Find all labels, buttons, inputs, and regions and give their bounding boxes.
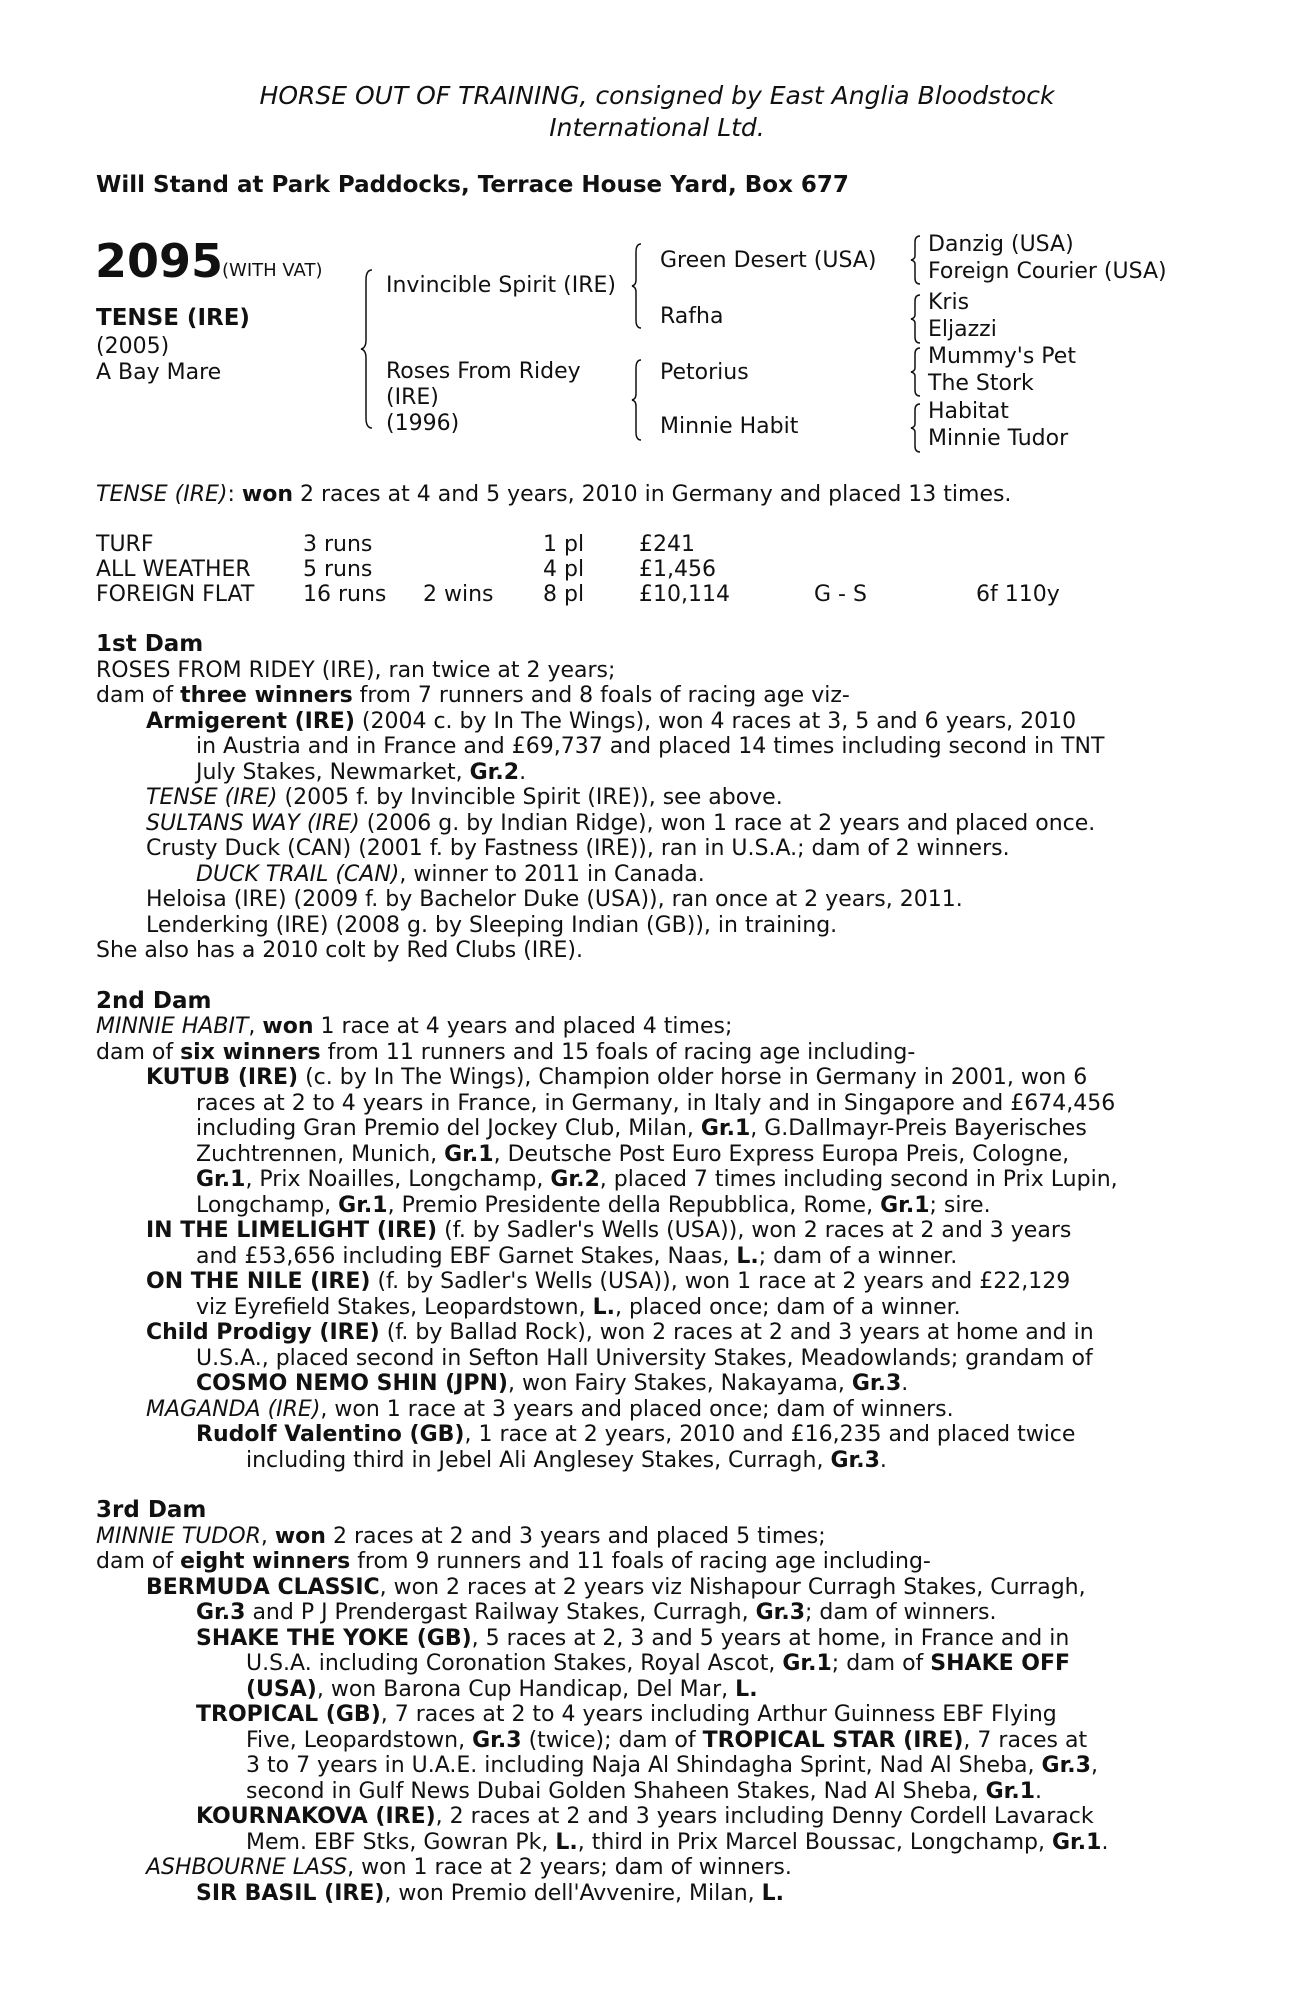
- second-dam-line: races at 2 to 4 years in France, in Germany, in Italy and in Singapore and £674,456: [196, 1090, 1116, 1116]
- record-surface-2: FOREIGN FLAT: [96, 582, 255, 607]
- pedigree-dds: Habitat: [928, 399, 1009, 424]
- stand-location: Will Stand at Park Paddocks, Terrace House Yard, Box 677: [96, 172, 849, 198]
- header-line-2: International Ltd.: [549, 113, 765, 142]
- third-dam-line: ASHBOURNE LASS, won 1 race at 2 years; dam of winners.: [146, 1855, 792, 1880]
- third-dam-line: SHAKE THE YOKE (GB), 5 races at 2, 3 and 5 years at home, in France and in: [196, 1625, 1070, 1651]
- first-dam-line: in Austria and in France and £69,737 and placed 14 times including second in TNT: [196, 734, 1105, 759]
- catalogue-header: [0, 80, 1314, 144]
- pedigree-brace-dd: [910, 402, 922, 454]
- first-dam-line: She also has a 2010 colt by Red Clubs (IRE).: [96, 938, 584, 963]
- pedigree-sire: Invincible Spirit (IRE): [386, 273, 616, 298]
- record-prize-2: £10,114: [639, 582, 730, 607]
- record-runs-1: 5 runs: [303, 557, 373, 582]
- first-dam-line: Crusty Duck (CAN) (2001 f. by Fastness (IRE)), ran in U.S.A.; dam of 2 winners.: [146, 836, 1010, 861]
- pedigree-dam-year: (1996): [386, 411, 460, 436]
- second-dam-line: Child Prodigy (IRE) (f. by Ballad Rock), won 2 races at 2 and 3 years at home and in: [146, 1320, 1094, 1345]
- first-dam-line: Armigerent (IRE) (2004 c. by In The Wings), won 4 races at 3, 5 and 6 years, 2010: [146, 708, 1077, 734]
- racing-summary: TENSE (IRE): won 2 races at 4 and 5 years, 2010 in Germany and placed 13 times.: [96, 482, 1012, 507]
- pedigree-sire-sire: Green Desert (USA): [660, 248, 877, 273]
- second-dam-line: MINNIE HABIT, won 1 race at 4 years and placed 4 times;: [96, 1014, 733, 1039]
- pedigree-dam-suffix: (IRE): [386, 385, 439, 410]
- second-dam-line: and £53,656 including EBF Garnet Stakes, Naas, L.; dam of a winner.: [196, 1243, 958, 1269]
- third-dam-line: Gr.3 and P J Prendergast Railway Stakes, Curragh, Gr.3; dam of winners.: [196, 1600, 997, 1625]
- second-dam-line: Longchamp, Gr.1, Premio Presidente della Repubblica, Rome, Gr.1; sire.: [196, 1192, 991, 1218]
- pedigree-dss: Mummy's Pet: [928, 344, 1076, 369]
- record-distance-2: 6f 110y: [976, 582, 1060, 607]
- second-dam-line: including Gran Premio del Jockey Club, Milan, Gr.1, G.Dallmayr-Preis Bayerisches: [196, 1116, 1087, 1141]
- third-dam-line: Five, Leopardstown, Gr.3 (twice); dam of TROPICAL STAR (IRE), 7 races at: [246, 1727, 1088, 1753]
- pedigree-dam-sire: Petorius: [660, 360, 749, 385]
- pedigree-dam: [386, 359, 581, 437]
- pedigree-sds: Kris: [928, 290, 970, 315]
- third-dam-line: SIR BASIL (IRE), won Premio dell'Avvenire, Milan, L.: [196, 1880, 785, 1906]
- summary-horse-name: TENSE (IRE): [96, 482, 228, 507]
- third-dam-line: dam of eight winners from 9 runners and 11 foals of racing age including-: [96, 1549, 931, 1574]
- second-dam-line: viz Eyrefield Stakes, Leopardstown, L., placed once; dam of a winner.: [196, 1294, 961, 1320]
- family-details: [96, 632, 1206, 1906]
- second-dam-line: KUTUB (IRE) (c. by In The Wings), Champion older horse in Germany in 2001, won 6: [146, 1065, 1088, 1090]
- pedigree-dsd: The Stork: [928, 371, 1034, 396]
- summary-text: 2 races at 4 and 5 years, 2010 in Germany and placed 13 times.: [300, 482, 1012, 507]
- pedigree-ssd: Foreign Courier (USA): [928, 259, 1167, 284]
- third-dam-line: 3 to 7 years in U.A.E. including Naja Al Shindagha Sprint, Nad Al Sheba, Gr.3,: [246, 1753, 1098, 1778]
- pedigree-dam-dam: Minnie Habit: [660, 414, 799, 439]
- third-dam-line: MINNIE TUDOR, won 2 races at 2 and 3 years and placed 5 times;: [96, 1523, 826, 1549]
- first-dam-heading: 1st Dam: [96, 631, 204, 657]
- second-dam-line: U.S.A., placed second in Sefton Hall University Stakes, Meadowlands; grandam of: [196, 1345, 1093, 1371]
- first-dam-line: ROSES FROM RIDEY (IRE), ran twice at 2 years;: [96, 657, 616, 683]
- record-placed-1: 4 pl: [543, 557, 585, 582]
- first-dam-line: dam of three winners from 7 runners and 8 foals of racing age viz-: [96, 683, 850, 708]
- record-runs-2: 16 runs: [303, 582, 387, 607]
- summary-won: won: [241, 482, 294, 507]
- second-dam-line: COSMO NEMO SHIN (JPN), won Fairy Stakes, Nakayama, Gr.3.: [196, 1371, 909, 1396]
- pedigree-brace-main: [360, 268, 374, 430]
- third-dam-line: (USA), won Barona Cup Handicap, Del Mar, L.: [246, 1676, 758, 1702]
- first-dam-line: DUCK TRAIL (CAN), winner to 2011 in Canada.: [196, 861, 705, 887]
- second-dam-line: dam of six winners from 11 runners and 15 foals of racing age including-: [96, 1039, 916, 1065]
- pedigree-brace-sire: [631, 242, 643, 330]
- pedigree-brace-sd: [910, 293, 922, 345]
- first-dam-line: Lenderking (IRE) (2008 g. by Sleeping Indian (GB)), in training.: [146, 912, 838, 938]
- third-dam-line: BERMUDA CLASSIC, won 2 races at 2 years viz Nishapour Curragh Stakes, Curragh,: [146, 1574, 1086, 1600]
- first-dam-line: TENSE (IRE) (2005 f. by Invincible Spirit (IRE)), see above.: [146, 785, 783, 810]
- second-dam-heading: 2nd Dam: [96, 987, 212, 1014]
- second-dam-line: Rudolf Valentino (GB), 1 race at 2 years, 2010 and £16,235 and placed twice: [196, 1422, 1076, 1447]
- record-going-2: G - S: [814, 582, 867, 607]
- pedigree-brace-dam: [631, 358, 643, 442]
- third-dam-line: KOURNAKOVA (IRE), 2 races at 2 and 3 years including Denny Cordell Lavarack: [196, 1804, 1094, 1829]
- pedigree-sire-dam: Rafha: [660, 304, 724, 329]
- pedigree-sss: Danzig (USA): [928, 232, 1074, 257]
- horse-year: (2005): [96, 334, 170, 359]
- third-dam-heading: 3rd Dam: [96, 1497, 207, 1523]
- first-dam-line: July Stakes, Newmarket, Gr.2.: [196, 759, 527, 785]
- pedigree-dam-name: Roses From Ridey: [386, 359, 581, 384]
- header-line-1: HORSE OUT OF TRAINING, consigned by East Anglia Bloodstock: [259, 81, 1055, 110]
- record-prize-0: £241: [639, 532, 695, 557]
- record-placed-2: 8 pl: [543, 582, 585, 607]
- first-dam-line: Heloisa (IRE) (2009 f. by Bachelor Duke (USA)), ran once at 2 years, 2011.: [146, 887, 963, 912]
- horse-description: A Bay Mare: [96, 360, 222, 385]
- second-dam-line: IN THE LIMELIGHT (IRE) (f. by Sadler's Wells (USA)), won 2 races at 2 and 3 years: [146, 1218, 1072, 1243]
- record-prize-1: £1,456: [639, 557, 716, 582]
- pedigree-ddd: Minnie Tudor: [928, 426, 1069, 451]
- vat-note: (WITH VAT): [222, 260, 323, 281]
- third-dam-line: TROPICAL (GB), 7 races at 2 to 4 years including Arthur Guinness EBF Flying: [196, 1702, 1057, 1727]
- lot-number: 2095: [95, 234, 224, 288]
- record-surface-0: TURF: [96, 532, 154, 557]
- second-dam-line: ON THE NILE (IRE) (f. by Sadler's Wells (USA)), won 1 race at 2 years and £22,129: [146, 1269, 1071, 1294]
- second-dam-line: Zuchtrennen, Munich, Gr.1, Deutsche Post Euro Express Europa Preis, Cologne,: [196, 1141, 1070, 1167]
- record-wins-2: 2 wins: [423, 582, 494, 607]
- record-surface-1: ALL WEATHER: [96, 557, 251, 582]
- pedigree-sdd: Eljazzi: [928, 317, 997, 342]
- third-dam-line: Mem. EBF Stks, Gowran Pk, L., third in Prix Marcel Boussac, Longchamp, Gr.1.: [246, 1829, 1109, 1855]
- horse-name: TENSE (IRE): [96, 305, 250, 331]
- record-placed-0: 1 pl: [543, 532, 585, 557]
- second-dam-line: Gr.1, Prix Noailles, Longchamp, Gr.2, placed 7 times including second in Prix Lupin,: [196, 1167, 1118, 1192]
- second-dam-line: including third in Jebel Ali Anglesey Stakes, Curragh, Gr.3.: [246, 1447, 887, 1473]
- pedigree-brace-ss: [910, 234, 922, 286]
- third-dam-line: U.S.A. including Coronation Stakes, Royal Ascot, Gr.1; dam of SHAKE OFF: [246, 1651, 1071, 1676]
- first-dam-line: SULTANS WAY (IRE) (2006 g. by Indian Ridge), won 1 race at 2 years and placed once.: [146, 810, 1096, 836]
- second-dam-line: MAGANDA (IRE), won 1 race at 3 years and placed once; dam of winners.: [146, 1396, 954, 1422]
- record-runs-0: 3 runs: [303, 532, 373, 557]
- pedigree-brace-ds: [910, 346, 922, 398]
- third-dam-line: second in Gulf News Dubai Golden Shaheen Stakes, Nad Al Sheba, Gr.1.: [246, 1778, 1043, 1804]
